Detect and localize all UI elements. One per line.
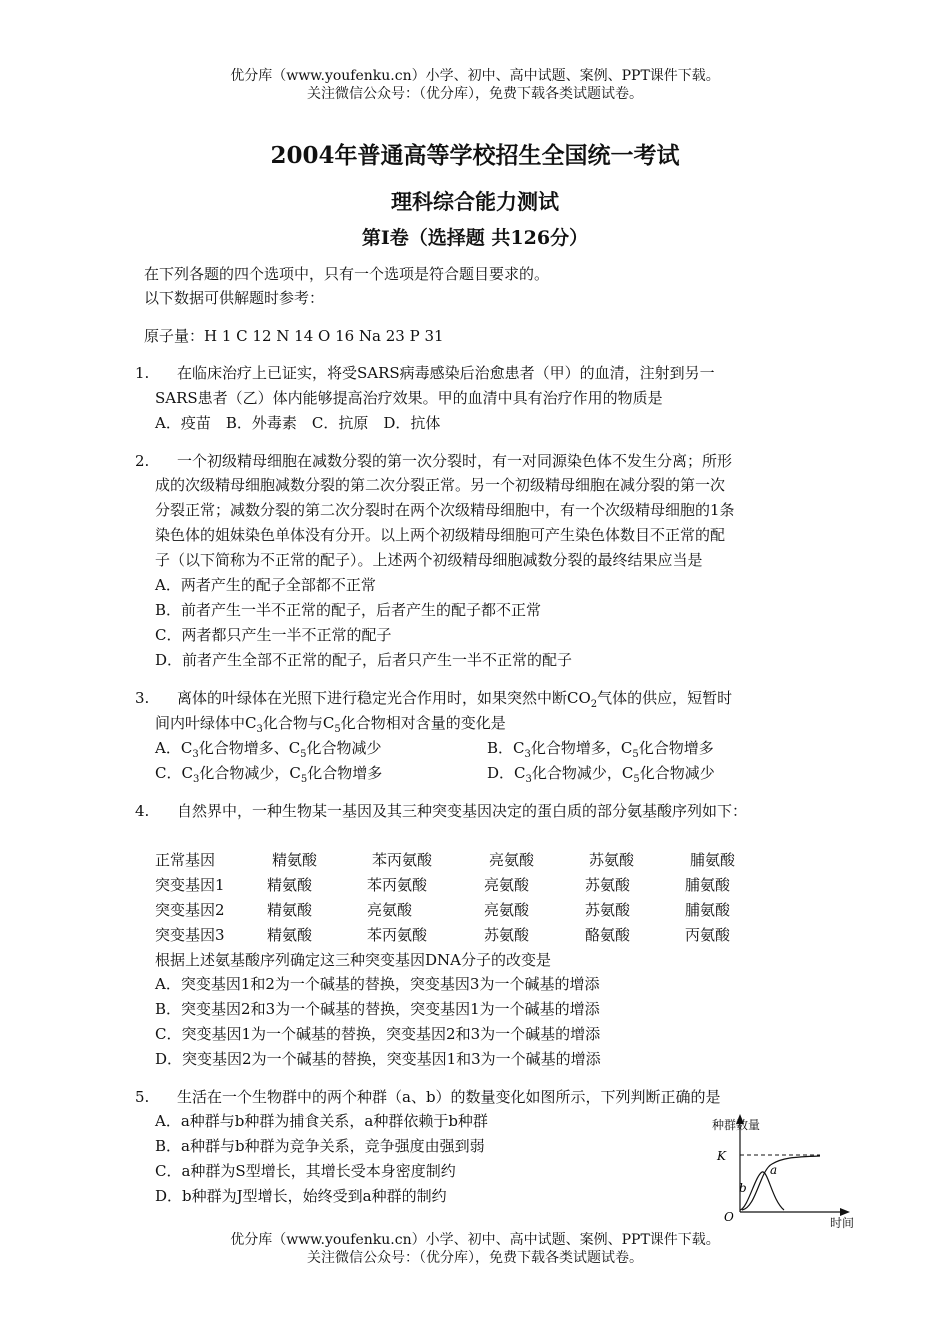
q2-option-a: A．两者产生的配子全部都不正常 <box>155 576 376 594</box>
q3-option-c: C．$C_3$化合物减少，$C_5$化合物增多 <box>155 764 383 785</box>
y-axis-label: 种群数量 <box>712 1118 761 1132</box>
table-cell: 突变基因1 <box>155 876 225 894</box>
curve-a-label: a <box>770 1163 778 1177</box>
table-cell: 苯丙氨酸 <box>372 851 433 869</box>
q5-option-a: A．a种群与b种群为捕食关系，a种群依赖于b种群 <box>155 1112 488 1130</box>
origin-label: O <box>724 1210 734 1224</box>
q4-option-b: B．突变基因2和3为一个碱基的替换，突变基因1为一个碱基的增添 <box>155 1000 600 1018</box>
q2-line-3: 分裂正常；减数分裂的第二次分裂时在两个次级精母细胞中，有一个次级精母细胞的1条 <box>155 501 735 519</box>
q2-option-b: B．前者产生一半不正常的配子，后者产生的配子都不正常 <box>155 601 542 619</box>
q2-option-d: D．前者产生全部不正常的配子，后者只产生一半不正常的配子 <box>155 651 573 669</box>
q2-number: 2. <box>135 452 150 470</box>
q4-option-a: A．突变基因1和2为一个碱基的替换，突变基因3为一个碱基的增添 <box>155 975 600 993</box>
table-cell: 苏氨酸 <box>585 876 631 894</box>
curve-b-label: b <box>739 1181 747 1195</box>
table-cell: 亮氨酸 <box>484 901 530 919</box>
q3-option-d: D．$C_3$化合物减少，$C_5$化合物减少 <box>487 764 715 785</box>
page-title: 2004年普通高等学校招生全国统一考试 <box>270 142 680 169</box>
k-label: K <box>717 1149 726 1163</box>
q1-number: 1. <box>135 364 150 382</box>
intro-line-1: 在下列各题的四个选项中，只有一个选项是符合题目要求的。 <box>144 265 550 283</box>
header-line-2: 关注微信公众号：（优分库），免费下载各类试题试卷。 <box>307 86 643 102</box>
table-cell: 正常基因 <box>155 851 216 869</box>
q4-option-c: C．突变基因1为一个碱基的替换，突变基因2和3为一个碱基的增添 <box>155 1025 601 1043</box>
q3-option-b: B．$C_3$化合物增多，$C_5$化合物增多 <box>487 739 714 760</box>
q4-number: 4. <box>135 802 150 820</box>
table-cell: 苏氨酸 <box>589 851 635 869</box>
q4-option-d: D．突变基因2为一个碱基的替换，突变基因1和3为一个碱基的增添 <box>155 1050 601 1068</box>
q1-line-1: 在临床治疗上已证实，将受SARS病毒感染后治愈患者（甲）的血清，注射到另一 <box>177 364 715 382</box>
table-cell: 亮氨酸 <box>489 851 535 869</box>
page-subtitle: 理科综合能力测试 <box>391 189 559 214</box>
table-cell: 酪氨酸 <box>585 926 631 944</box>
q5-line-1: 生活在一个生物群中的两个种群（a、b）的数量变化如图所示，下列判断正确的是 <box>177 1088 721 1106</box>
q1-options: A．疫苗 B．外毒素 C．抗原 D．抗体 <box>155 414 441 432</box>
q2-line-2: 成的次级精母细胞减数分裂的第二次分裂正常。另一个初级精母细胞在减分裂的第一次 <box>155 476 726 494</box>
table-cell: 苏氨酸 <box>585 901 631 919</box>
table-cell: 突变基因2 <box>155 901 225 919</box>
table-cell: 精氨酸 <box>272 851 318 869</box>
q2-line-4: 染色体的姐妹染色单体没有分开。以上两个初级精母细胞可产生染色体数目不正常的配 <box>155 526 726 544</box>
q3-line-1: 离体的叶绿体在光照下进行稳定光合作用时，如果突然中断$CO_2$气体的供应，短暂时 <box>177 689 733 710</box>
table-cell: 脯氨酸 <box>685 901 731 919</box>
table-cell: 苯丙氨酸 <box>367 876 428 894</box>
q5-option-c: C．a种群为S型增长，其增长受本身密度制约 <box>155 1162 456 1180</box>
table-cell: 亮氨酸 <box>367 901 413 919</box>
table-cell: 亮氨酸 <box>484 876 530 894</box>
q2-line-5: 子（以下简称为不正常的配子）。上述两个初级精母细胞减数分裂的最终结果应当是 <box>155 551 703 569</box>
footer-line-2: 关注微信公众号：（优分库），免费下载各类试题试卷。 <box>307 1250 643 1266</box>
table-cell: 苏氨酸 <box>484 926 530 944</box>
q3-option-a: A．$C_3$化合物增多、$C_5$化合物减少 <box>155 739 382 760</box>
q5-option-d: D．b种群为J型增长，始终受到a种群的制约 <box>155 1187 447 1205</box>
curve-a <box>742 1156 820 1210</box>
q3-line-2: 间内叶绿体中$C_3$化合物与$C_5$化合物相对含量的变化是 <box>155 714 506 735</box>
q2-option-c: C．两者都只产生一半不正常的配子 <box>155 626 392 644</box>
q5-number: 5. <box>135 1088 150 1106</box>
table-cell: 脯氨酸 <box>690 851 736 869</box>
table-cell: 精氨酸 <box>267 926 313 944</box>
q2-line-1: 一个初级精母细胞在减数分裂的第一次分裂时，有一对同源染色体不发生分离；所形 <box>177 452 733 470</box>
part-title: 第I卷（选择题 共126分） <box>361 227 589 249</box>
x-axis-label: 时间 <box>830 1216 855 1230</box>
table-cell: 苯丙氨酸 <box>367 926 428 944</box>
q5-option-b: B．a种群与b种群为竞争关系，竞争强度由强到弱 <box>155 1137 485 1155</box>
q3-number: 3. <box>135 689 150 707</box>
atomic-weights: 原子量：H 1 C 12 N 14 O 16 Na 23 P 31 <box>144 327 444 345</box>
intro-line-2: 以下数据可供解题时参考： <box>144 289 325 307</box>
table-cell: 精氨酸 <box>267 876 313 894</box>
footer-line-1: 优分库（www.youfenku.cn）小学、初中、高中试题、案例、PPT课件下载。 <box>230 1232 720 1248</box>
table-cell: 脯氨酸 <box>685 876 731 894</box>
q4-line-1: 自然界中，一种生物某一基因及其三种突变基因决定的蛋白质的部分氨基酸序列如下： <box>177 802 748 820</box>
table-cell: 突变基因3 <box>155 926 225 944</box>
table-cell: 精氨酸 <box>267 901 313 919</box>
q1-line-2: SARS患者（乙）体内能够提高治疗效果。甲的血清中具有治疗作用的物质是 <box>155 389 663 407</box>
header-line-1: 优分库（www.youfenku.cn）小学、初中、高中试题、案例、PPT课件下载。 <box>230 68 720 84</box>
table-cell: 丙氨酸 <box>685 926 731 944</box>
q4-line-2: 根据上述氨基酸序列确定这三种突变基因DNA分子的改变是 <box>155 951 551 969</box>
